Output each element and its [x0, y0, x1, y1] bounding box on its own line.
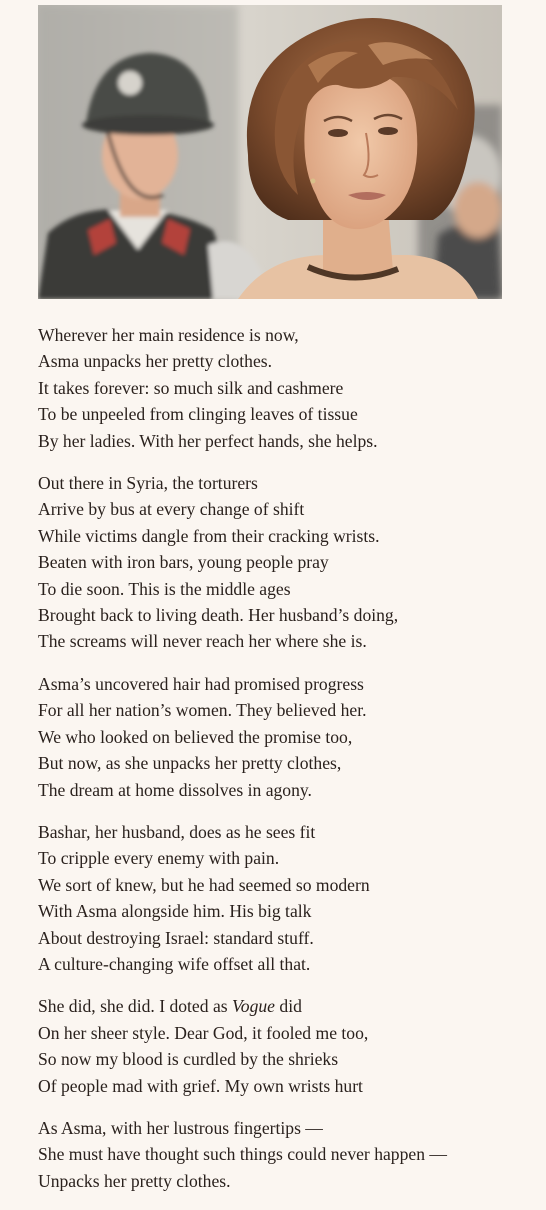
poem-line: But now, as she unpacks her pretty clothes, — [38, 753, 342, 774]
poem-line: So now my blood is curdled by the shrieks — [38, 1049, 339, 1070]
poem-line: As Asma, with her lustrous fingertips — — [38, 1117, 323, 1138]
poem-line: By her ladies. With her perfect hands, she helps. — [38, 430, 378, 451]
stanza-3 — [38, 671, 538, 803]
poem-line: On her sheer style. Dear God, it fooled me too, — [38, 1022, 369, 1043]
poem-line: A culture-changing wife offset all that. — [38, 953, 311, 974]
poem-line: About destroying Israel: standard stuff. — [38, 927, 314, 948]
stanza-5 — [38, 993, 538, 1099]
poem-line: The screams will never reach her where she is. — [38, 631, 367, 652]
poem-line: Asma unpacks her pretty clothes. — [38, 351, 273, 372]
poem-line: Out there in Syria, the torturers — [38, 473, 258, 494]
poem-line-with-italic — [38, 993, 538, 1019]
poem-line: It takes forever: so much silk and cashmere — [38, 377, 344, 398]
poem-line: To die soon. This is the middle ages — [38, 578, 291, 599]
poem-line: Unpacks her pretty clothes. — [38, 1170, 231, 1191]
stanza-4 — [38, 819, 538, 977]
italic-title: Vogue — [232, 996, 275, 1017]
poem-line: The dream at home dissolves in agony. — [38, 779, 312, 800]
poem-line: We who looked on believed the promise too, — [38, 726, 353, 747]
poem-line: Asma’s uncovered hair had promised progress — [38, 673, 364, 694]
poem-line: She must have thought such things could never happen — — [38, 1144, 447, 1165]
photo-illustration — [38, 5, 502, 299]
poem-text: She did, she did. I doted as — [38, 996, 232, 1017]
poem-text: did — [275, 996, 302, 1017]
stanza-6 — [38, 1115, 538, 1194]
poem-line: Beaten with iron bars, young people pray — [38, 552, 329, 573]
poem-line: We sort of knew, but he had seemed so modern — [38, 874, 370, 895]
poem-line: Brought back to living death. Her husband’s doing, — [38, 605, 399, 626]
poem-line: Of people mad with grief. My own wrists hurt — [38, 1075, 363, 1096]
poem-line: For all her nation’s women. They believed her. — [38, 700, 367, 721]
poem-line: With Asma alongside him. His big talk — [38, 901, 312, 922]
poem-line: Bashar, her husband, does as he sees fit — [38, 821, 316, 842]
poem-line: To be unpeeled from clinging leaves of tissue — [38, 404, 358, 425]
stanza-1 — [38, 322, 538, 454]
stanza-2 — [38, 470, 538, 655]
poem-line: Arrive by bus at every change of shift — [38, 499, 305, 520]
poem-line: To cripple every enemy with pain. — [38, 848, 280, 869]
poem-line: Wherever her main residence is now, — [38, 325, 299, 345]
poem — [38, 322, 538, 1210]
photo — [38, 5, 502, 299]
poem-line: While victims dangle from their cracking wrists. — [38, 525, 380, 546]
